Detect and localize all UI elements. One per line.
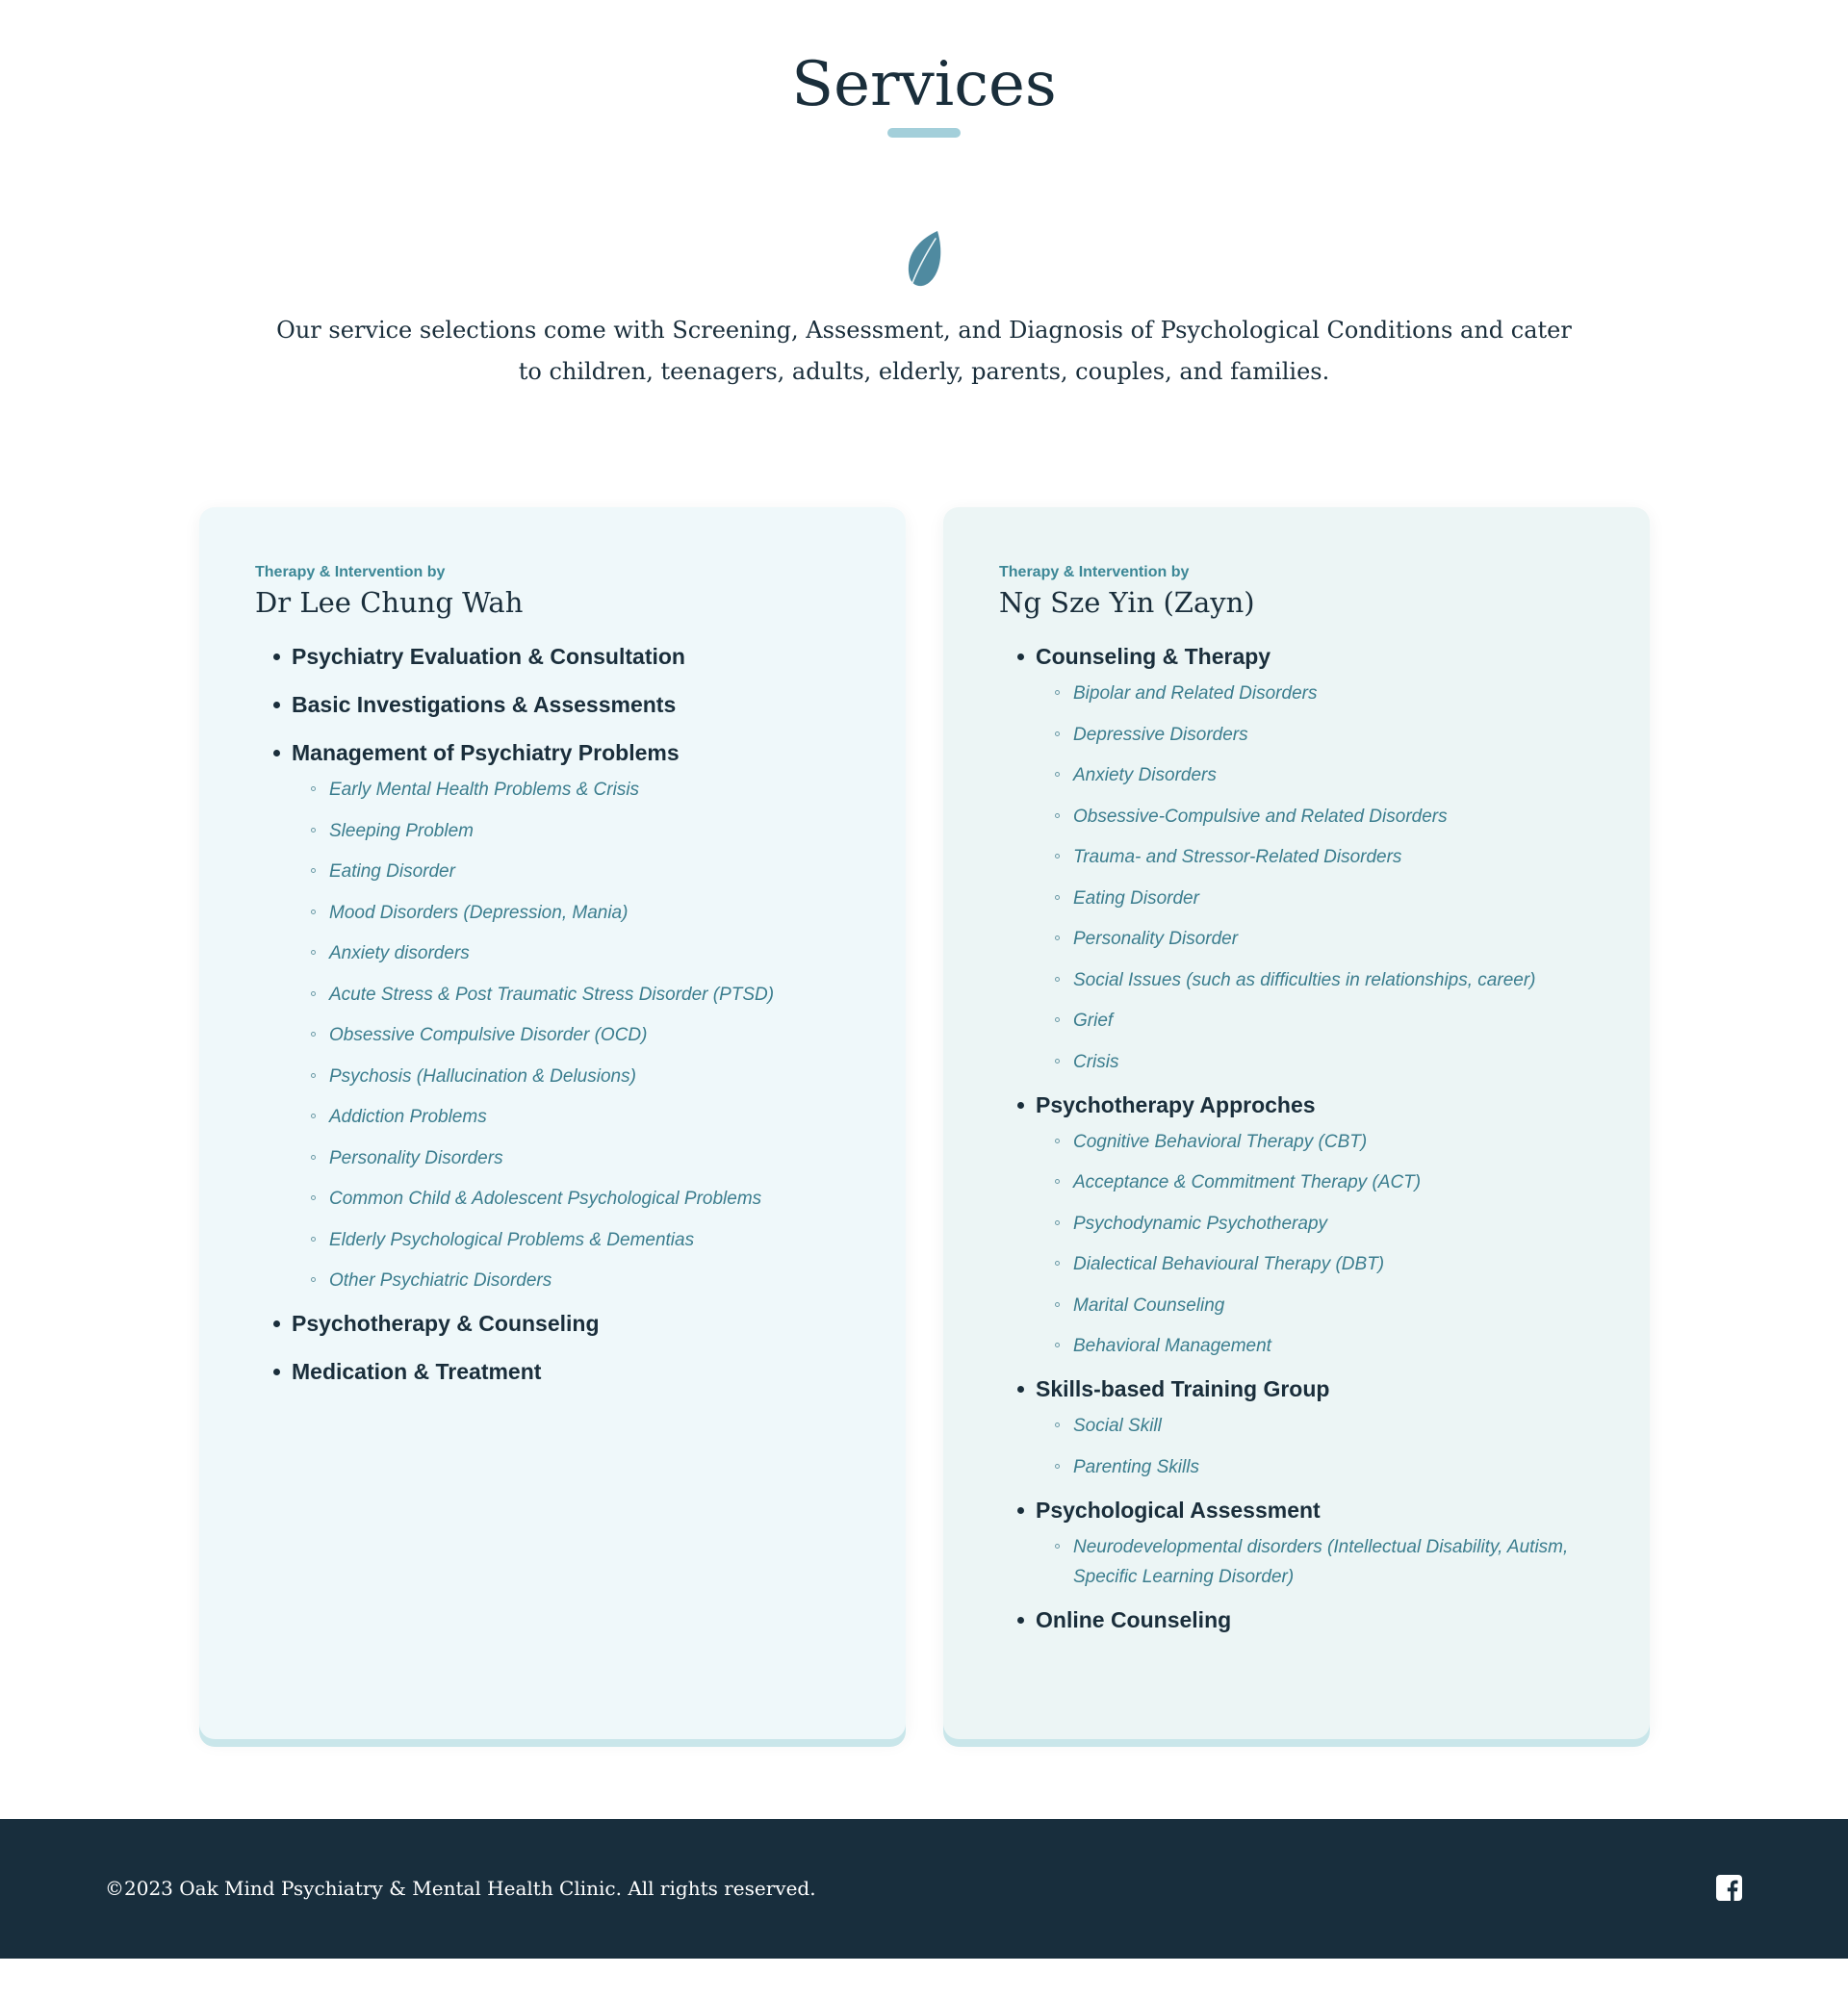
bullet-icon xyxy=(1017,654,1024,660)
circle-bullet-icon xyxy=(311,828,316,833)
sub-service-label: Elderly Psychological Problems & Dementias xyxy=(329,1229,695,1250)
sub-service-label: Personality Disorders xyxy=(329,1147,503,1168)
sub-service-label: Eating Disorder xyxy=(329,861,455,882)
facebook-icon-glyph xyxy=(1716,1875,1742,1901)
service-item-label: Psychiatry Evaluation & Consultation xyxy=(292,644,685,669)
sub-service-item xyxy=(292,1102,850,1132)
circle-bullet-icon xyxy=(311,910,316,914)
sub-service-item xyxy=(292,938,850,968)
circle-bullet-icon xyxy=(1055,1139,1060,1143)
sub-service-item xyxy=(1036,965,1594,995)
circle-bullet-icon xyxy=(311,1237,316,1242)
service-list xyxy=(255,636,850,1392)
sub-service-label: Anxiety disorders xyxy=(329,943,470,963)
sub-service-label: Acute Stress & Post Traumatic Stress Disorder (PTSD) xyxy=(329,984,775,1005)
service-item xyxy=(999,1369,1594,1482)
sub-service-list xyxy=(292,775,850,1295)
sub-service-item xyxy=(1036,1532,1594,1592)
sub-service-label: Cognitive Behavioral Therapy (CBT) xyxy=(1073,1131,1368,1152)
service-item xyxy=(255,684,850,725)
sub-service-label: Acceptance & Commitment Therapy (ACT) xyxy=(1073,1172,1422,1192)
circle-bullet-icon xyxy=(311,1277,316,1282)
circle-bullet-icon xyxy=(1055,854,1060,859)
circle-bullet-icon xyxy=(311,950,316,955)
circle-bullet-icon xyxy=(311,1032,316,1037)
bullet-icon xyxy=(273,1320,280,1327)
circle-bullet-icon xyxy=(1055,731,1060,736)
card-eyebrow: Therapy & Intervention by xyxy=(255,564,446,580)
sub-service-item xyxy=(292,775,850,805)
sub-service-label: Early Mental Health Problems & Crisis xyxy=(329,780,640,800)
sub-service-item xyxy=(1036,1452,1594,1482)
service-item-label: Online Counseling xyxy=(1036,1606,1232,1632)
sub-service-item xyxy=(292,1143,850,1173)
service-item xyxy=(255,1351,850,1392)
service-card-ng-sze-yin xyxy=(943,507,1650,1739)
bullet-icon xyxy=(273,702,280,708)
circle-bullet-icon xyxy=(1055,1464,1060,1469)
service-item xyxy=(999,1085,1594,1362)
circle-bullet-icon xyxy=(311,1195,316,1200)
sub-service-label: Parenting Skills xyxy=(1073,1456,1199,1477)
sub-service-label: Crisis xyxy=(1073,1051,1119,1072)
sub-service-label: Personality Disorder xyxy=(1073,929,1239,949)
service-item-label: Psychological Assessment xyxy=(1036,1497,1321,1523)
sub-service-label: Other Psychiatric Disorders xyxy=(329,1270,552,1291)
sub-service-item xyxy=(1036,1411,1594,1441)
service-item xyxy=(999,1600,1594,1640)
bullet-icon xyxy=(1017,1617,1024,1624)
circle-bullet-icon xyxy=(1055,895,1060,900)
sub-service-item xyxy=(1036,1167,1594,1197)
sub-service-item xyxy=(1036,1331,1594,1361)
bullet-icon xyxy=(273,750,280,756)
sub-service-label: Depressive Disorders xyxy=(1073,724,1248,745)
sub-service-label: Social Skill xyxy=(1073,1416,1162,1436)
circle-bullet-icon xyxy=(311,1155,316,1160)
sub-service-label: Obsessive-Compulsive and Related Disorders xyxy=(1073,806,1448,827)
circle-bullet-icon xyxy=(1055,1017,1060,1022)
service-item-label: Psychotherapy Approches xyxy=(1036,1091,1316,1117)
service-list xyxy=(999,636,1594,1640)
sub-service-item xyxy=(1036,842,1594,872)
service-item-label: Counseling & Therapy xyxy=(1036,644,1271,669)
service-item-label: Skills-based Training Group xyxy=(1036,1376,1330,1401)
sub-service-list xyxy=(1036,1127,1594,1362)
service-item xyxy=(255,1303,850,1344)
circle-bullet-icon xyxy=(311,786,316,791)
circle-bullet-icon xyxy=(311,1073,316,1078)
sub-service-label: Behavioral Management xyxy=(1073,1336,1271,1356)
sub-service-item xyxy=(292,816,850,846)
bullet-icon xyxy=(273,654,280,660)
sub-service-item xyxy=(292,1266,850,1295)
circle-bullet-icon xyxy=(1055,813,1060,818)
circle-bullet-icon xyxy=(1055,1343,1060,1347)
circle-bullet-icon xyxy=(1055,1059,1060,1064)
sub-service-item xyxy=(1036,802,1594,832)
sub-service-item xyxy=(1036,679,1594,708)
sub-service-list xyxy=(1036,1532,1594,1592)
sub-service-list xyxy=(1036,1411,1594,1482)
sub-service-item xyxy=(1036,1249,1594,1279)
therapist-name: Dr Lee Chung Wah xyxy=(255,586,524,619)
sub-service-item xyxy=(292,980,850,1010)
sub-service-label: Sleeping Problem xyxy=(329,820,474,841)
service-item xyxy=(999,636,1594,1077)
service-item-label: Psychotherapy & Counseling xyxy=(292,1311,600,1336)
sub-service-item xyxy=(1036,1209,1594,1239)
sub-service-label: Bipolar and Related Disorders xyxy=(1073,683,1318,704)
sub-service-item xyxy=(292,1020,850,1050)
service-item-label: Basic Investigations & Assessments xyxy=(292,692,677,717)
sub-service-label: Psychodynamic Psychotherapy xyxy=(1073,1213,1328,1234)
page-title: Services xyxy=(791,49,1057,120)
copyright-text: ©2023 Oak Mind Psychiatry & Mental Health Clinic. All rights reserved. xyxy=(105,1877,816,1900)
service-item xyxy=(999,1490,1594,1592)
bullet-icon xyxy=(1017,1386,1024,1393)
circle-bullet-icon xyxy=(311,1114,316,1118)
sub-service-item xyxy=(292,898,850,928)
service-card-dr-lee xyxy=(199,507,906,1739)
sub-service-item xyxy=(292,1184,850,1214)
footer xyxy=(0,1819,1848,1959)
sub-service-list xyxy=(1036,679,1594,1077)
service-item xyxy=(255,732,850,1295)
sub-service-label: Common Child & Adolescent Psychological Problems xyxy=(329,1189,762,1209)
sub-service-label: Psychosis (Hallucination & Delusions) xyxy=(329,1065,636,1087)
sub-service-label: Marital Counseling xyxy=(1073,1294,1225,1316)
facebook-icon[interactable] xyxy=(1716,1875,1742,1901)
sub-service-label: Obsessive Compulsive Disorder (OCD) xyxy=(329,1025,648,1045)
sub-service-item xyxy=(292,1062,850,1091)
leaf-icon xyxy=(903,229,945,289)
sub-service-label: Addiction Problems xyxy=(329,1107,487,1127)
circle-bullet-icon xyxy=(311,991,316,996)
bullet-icon xyxy=(273,1369,280,1375)
circle-bullet-icon xyxy=(1055,772,1060,777)
title-underline xyxy=(887,128,961,138)
circle-bullet-icon xyxy=(1055,1302,1060,1307)
circle-bullet-icon xyxy=(1055,1422,1060,1427)
sub-service-item xyxy=(1036,720,1594,750)
sub-service-item xyxy=(1036,884,1594,913)
sub-service-label: Mood Disorders (Depression, Mania) xyxy=(329,902,629,923)
circle-bullet-icon xyxy=(1055,1261,1060,1266)
sub-service-item xyxy=(1036,1047,1594,1077)
sub-service-label: Grief xyxy=(1073,1011,1114,1031)
circle-bullet-icon xyxy=(1055,977,1060,982)
therapist-name: Ng Sze Yin (Zayn) xyxy=(999,586,1255,619)
service-item-label: Medication & Treatment xyxy=(292,1359,542,1384)
sub-service-label: Dialectical Behavioural Therapy (DBT) xyxy=(1073,1254,1385,1274)
circle-bullet-icon xyxy=(1055,1179,1060,1184)
sub-service-label: Neurodevelopmental disorders (Intellectual Disability, Autism, Specific Learning Disorder) xyxy=(1073,1536,1569,1587)
sub-service-item xyxy=(1036,1291,1594,1320)
sub-service-label: Anxiety Disorders xyxy=(1073,765,1217,785)
sub-service-item xyxy=(1036,760,1594,790)
card-eyebrow: Therapy & Intervention by xyxy=(999,564,1190,580)
sub-service-item xyxy=(292,1225,850,1255)
sub-service-item xyxy=(1036,1006,1594,1036)
sub-service-label: Social Issues (such as difficulties in relationships, career) xyxy=(1073,969,1536,990)
circle-bullet-icon xyxy=(1055,935,1060,940)
bullet-icon xyxy=(1017,1507,1024,1514)
bullet-icon xyxy=(1017,1102,1024,1109)
sub-service-label: Eating Disorder xyxy=(1073,887,1199,909)
sub-service-item xyxy=(292,857,850,886)
intro-text: Our service selections come with Screening, Assessment, and Diagnosis of Psychological Conditions and cater to children, teenagers, adults, elderly, parents, couples, and families. xyxy=(276,317,1572,385)
circle-bullet-icon xyxy=(1055,1220,1060,1225)
service-item xyxy=(255,636,850,677)
circle-bullet-icon xyxy=(1055,690,1060,695)
service-item-label: Management of Psychiatry Problems xyxy=(292,740,680,765)
sub-service-item xyxy=(1036,924,1594,954)
circle-bullet-icon xyxy=(311,868,316,873)
circle-bullet-icon xyxy=(1055,1544,1060,1549)
sub-service-label: Trauma- and Stressor-Related Disorders xyxy=(1073,847,1402,867)
sub-service-item xyxy=(1036,1127,1594,1157)
